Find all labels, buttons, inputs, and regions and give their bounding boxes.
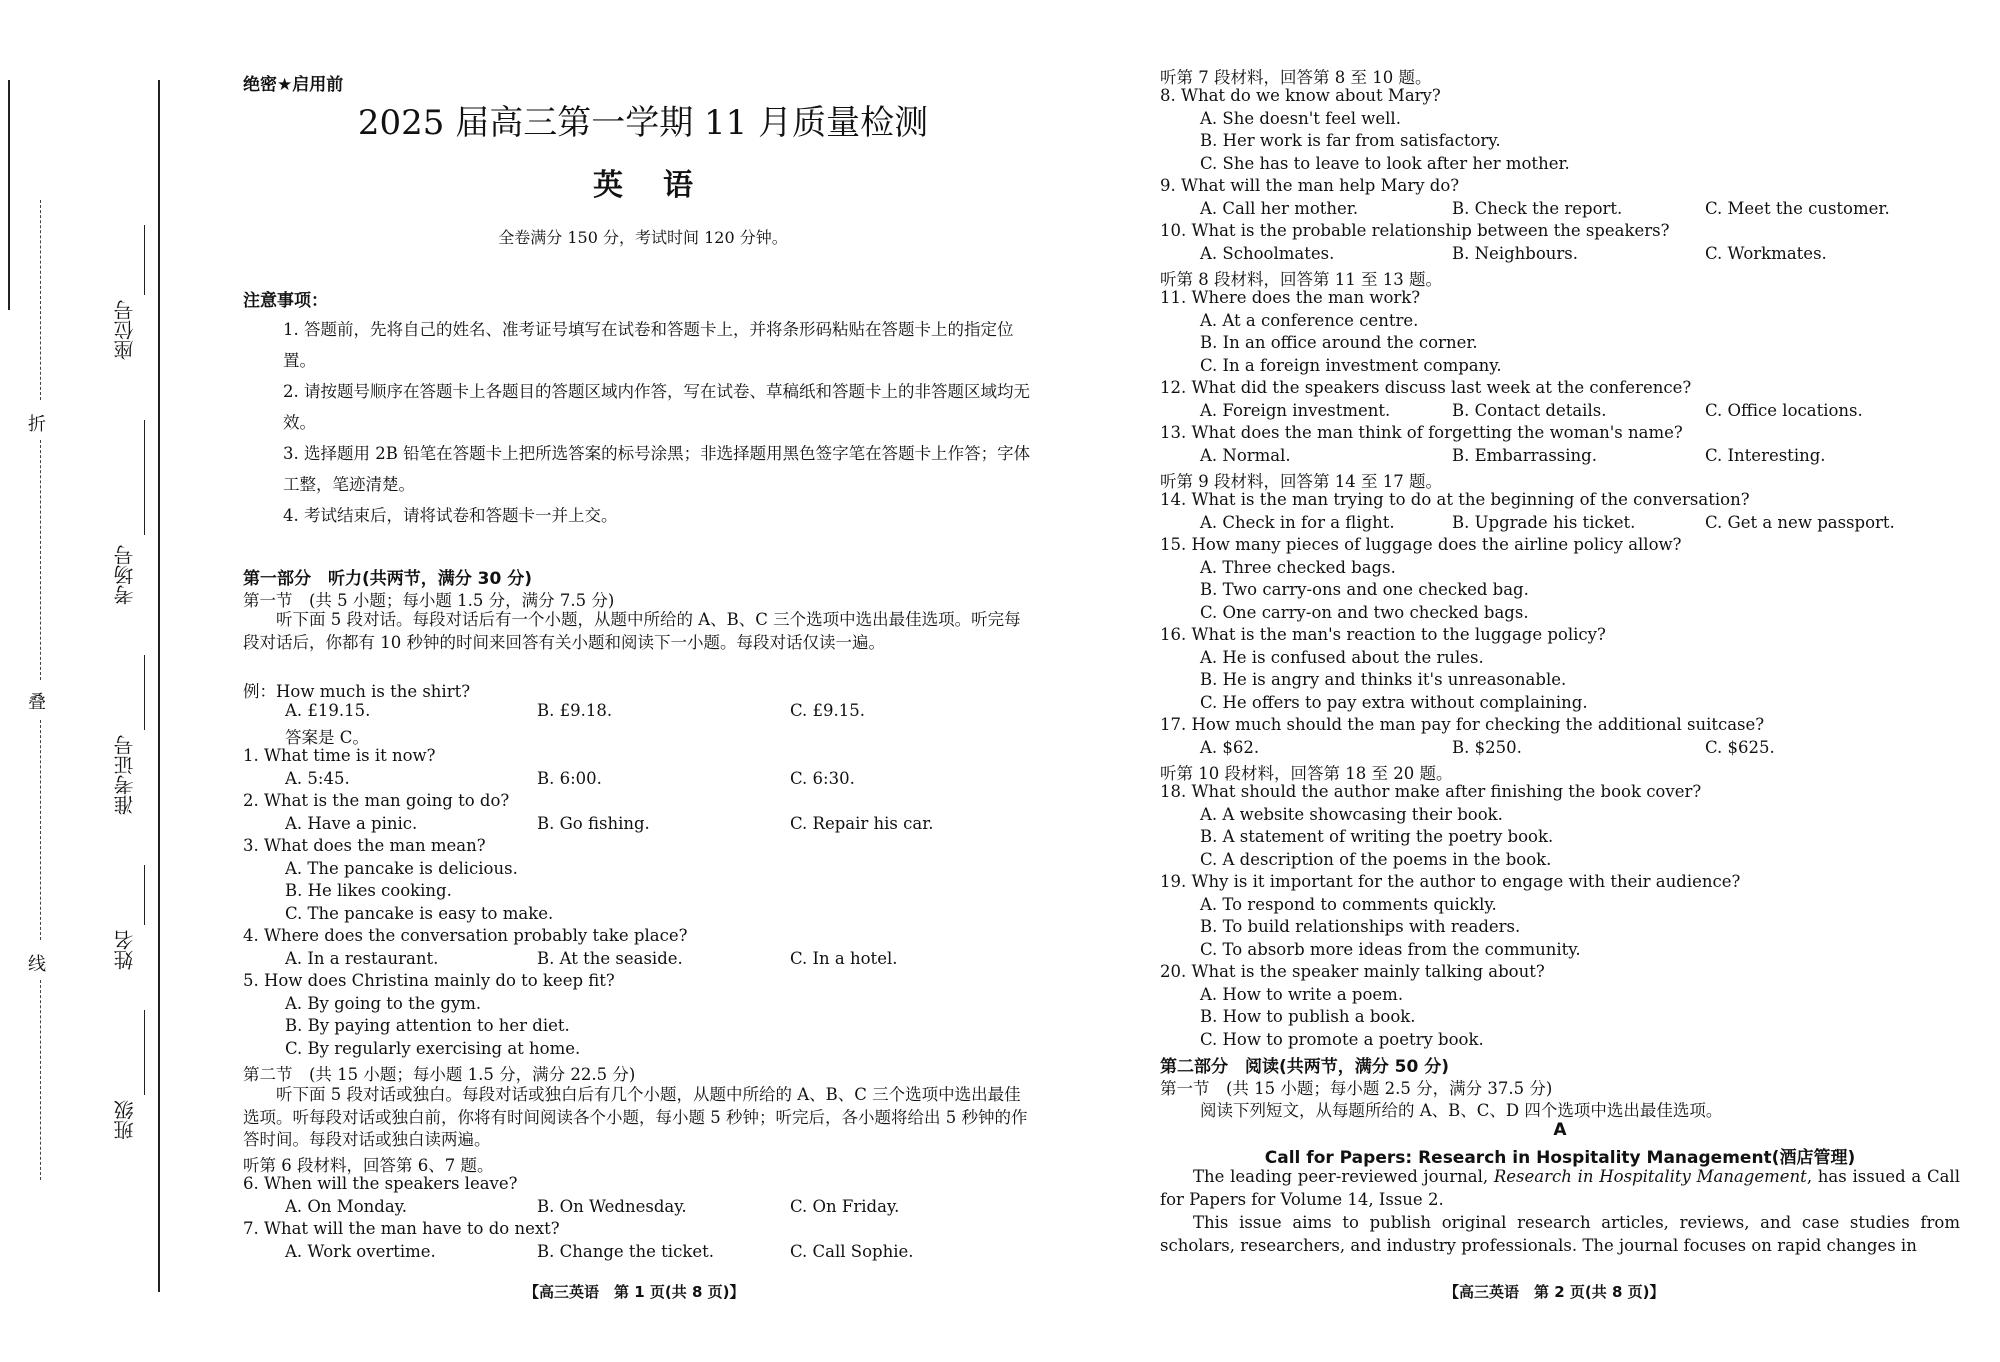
admission-number-underline[interactable] — [144, 655, 145, 730]
question-12: 12. What did the speakers discuss last week at the conference? — [1160, 378, 1692, 397]
fold-dash-3 — [40, 720, 41, 940]
q16-option-c: C. He offers to pay extra without complaining. — [1200, 693, 1588, 712]
question-11: 11. Where does the man work? — [1160, 288, 1421, 307]
q1-option-c: C. 6:30. — [790, 769, 855, 788]
q11-option-a: A. At a conference centre. — [1200, 311, 1419, 330]
q19-option-c: C. To absorb more ideas from the community. — [1200, 940, 1581, 959]
class-field — [110, 1100, 137, 1170]
name-field — [110, 930, 137, 1000]
q4-option-a: A. In a restaurant. — [285, 949, 439, 968]
segment-8-label: 听第 8 段材料，回答第 11 至 13 题。 — [1160, 270, 1442, 289]
question-7: 7. What will the man have to do next? — [243, 1219, 560, 1238]
fold-char-xian: 线 — [28, 954, 46, 975]
question-2: 2. What is the man going to do? — [243, 791, 510, 810]
q10-option-b: B. Neighbours. — [1452, 244, 1579, 263]
name-label: 姓名 — [113, 930, 137, 970]
exam-room-underline[interactable] — [144, 420, 145, 535]
question-3: 3. What does the man mean? — [243, 836, 486, 855]
paragraph-1-lead: The leading peer-reviewed journal, — [1193, 1167, 1494, 1186]
part1-sec1-heading: 第一节 (共 5 小题；每小题 1.5 分，满分 7.5 分) — [243, 591, 615, 610]
part2-sec1-instructions: 阅读下列短文，从每题所给的 A、B、C、D 四个选项中选出最佳选项。 — [1200, 1101, 1723, 1120]
q15-option-b: B. Two carry-ons and one checked bag. — [1200, 580, 1529, 599]
question-17: 17. How much should the man pay for checking the additional suitcase? — [1160, 715, 1765, 734]
part1-sec2-heading: 第二节 (共 15 小题；每小题 1.5 分，满分 22.5 分) — [243, 1065, 636, 1084]
part1-sec2-instructions: 听下面 5 段对话或独白。每段对话或独白后有几个小题，从题中所给的 A、B、C 三个选项中选出最佳选项。听每段对话或独白前，你将有时间阅读各个小题，每小题 5 秒钟；听完后，各小题将给出 5 秒钟的作答时间。每段对话或独白读两遍。 — [243, 1085, 1028, 1149]
fold-char-die: 叠 — [28, 692, 46, 713]
note-item-2: 2. 请按题号顺序在答题卡上各题目的答题区域内作答，写在试卷、草稿纸和答题卡上的非答题区域均无效。 — [283, 382, 1030, 432]
passage-letter: A — [1553, 1120, 1567, 1140]
q6-option-c: C. On Friday. — [790, 1197, 900, 1216]
q7-option-b: B. Change the ticket. — [537, 1242, 714, 1261]
question-10: 10. What is the probable relationship between the speakers? — [1160, 221, 1670, 240]
page-1-footer: 【高三英语 第 1 页(共 8 页)】 — [524, 1283, 745, 1301]
seat-number-field — [110, 300, 137, 410]
q5-option-b: B. By paying attention to her diet. — [285, 1016, 570, 1035]
part1-sec1-instructions: 听下面 5 段对话。每段对话后有一个小题，从题中所给的 A、B、C 三个选项中选出最佳选项。听完每段对话后，你都有 10 秒钟的时间来回答有关小题和阅读下一小题。每段对话仅读一遍。 — [243, 610, 1021, 652]
q18-option-b: B. A statement of writing the poetry book. — [1200, 827, 1554, 846]
q8-option-b: B. Her work is far from satisfactory. — [1200, 131, 1501, 150]
note-item-4: 4. 考试结束后，请将试卷和答题卡一并上交。 — [283, 506, 618, 525]
seat-number-label: 座位号 — [113, 300, 137, 360]
q15-option-c: C. One carry-on and two checked bags. — [1200, 603, 1529, 622]
q12-option-a: A. Foreign investment. — [1200, 401, 1391, 420]
question-14: 14. What is the man trying to do at the beginning of the conversation? — [1160, 490, 1750, 509]
q10-option-c: C. Workmates. — [1705, 244, 1827, 263]
question-9: 9. What will the man help Mary do? — [1160, 176, 1460, 195]
exam-room-field — [110, 545, 137, 645]
segment-7-label: 听第 7 段材料，回答第 8 至 10 题。 — [1160, 68, 1432, 87]
q7-option-c: C. Call Sophie. — [790, 1242, 914, 1261]
admission-number-label: 准考证号 — [113, 735, 137, 815]
fold-dash-4 — [40, 980, 41, 1180]
fold-dash-1 — [40, 200, 41, 400]
q11-option-c: C. In a foreign investment company. — [1200, 356, 1502, 375]
example-option-c: C. £9.15. — [790, 701, 866, 720]
q1-option-b: B. 6:00. — [537, 769, 602, 788]
secret-mark: 绝密★启用前 — [243, 75, 344, 95]
question-16: 16. What is the man's reaction to the luggage policy? — [1160, 625, 1606, 644]
q4-option-b: B. At the seaside. — [537, 949, 683, 968]
question-8: 8. What do we know about Mary? — [1160, 86, 1441, 105]
q8-option-c: C. She has to leave to look after her mother. — [1200, 154, 1570, 173]
q15-option-a: A. Three checked bags. — [1200, 558, 1396, 577]
q18-option-a: A. A website showcasing their book. — [1200, 805, 1503, 824]
question-19: 19. Why is it important for the author to engage with their audience? — [1160, 872, 1741, 891]
paragraph-1-rest: , has issued a Call for Papers for Volume 14, Issue 2. — [1160, 1167, 1960, 1209]
example-answer: 答案是 C。 — [285, 728, 369, 747]
note-item-3: 3. 选择题用 2B 铅笔在答题卡上把所选答案的标号涂黑；非选择题用黑色签字笔在答题卡上作答；字体工整，笔迹清楚。 — [283, 444, 1031, 494]
example-option-a: A. £19.15. — [285, 701, 371, 720]
q19-option-a: A. To respond to comments quickly. — [1200, 895, 1497, 914]
q20-option-b: B. How to publish a book. — [1200, 1007, 1416, 1026]
passage-paragraph-2: This issue aims to publish original research articles, reviews, and case studies from scholars, researchers, and industry professionals. The journal focuses on rapid changes in — [1160, 1213, 1960, 1255]
fold-char-zhe: 折 — [28, 414, 46, 435]
q16-option-a: A. He is confused about the rules. — [1200, 648, 1484, 667]
q14-option-c: C. Get a new passport. — [1705, 513, 1895, 532]
q17-option-c: C. $625. — [1705, 738, 1775, 757]
question-15: 15. How many pieces of luggage does the airline policy allow? — [1160, 535, 1682, 554]
q9-option-a: A. Call her mother. — [1200, 199, 1359, 218]
class-underline[interactable] — [144, 1010, 145, 1095]
exam-room-label: 考场号 — [113, 545, 137, 605]
q2-option-c: C. Repair his car. — [790, 814, 934, 833]
question-4: 4. Where does the conversation probably take place? — [243, 926, 688, 945]
q4-option-c: C. In a hotel. — [790, 949, 898, 968]
q7-option-a: A. Work overtime. — [285, 1242, 436, 1261]
segment-10-label: 听第 10 段材料，回答第 18 至 20 题。 — [1160, 764, 1453, 783]
q1-option-a: A. 5:45. — [285, 769, 350, 788]
margin-outer-line — [8, 80, 10, 310]
q20-option-c: C. How to promote a poetry book. — [1200, 1030, 1484, 1049]
q17-option-a: A. $62. — [1200, 738, 1260, 757]
segment-6-label: 听第 6 段材料，回答第 6、7 题。 — [243, 1156, 494, 1175]
admission-number-field — [110, 735, 137, 855]
full-mark-line: 全卷满分 150 分，考试时间 120 分钟。 — [498, 228, 788, 247]
q3-option-b: B. He likes cooking. — [285, 881, 452, 900]
passage-title: Call for Papers: Research in Hospitality Management(酒店管理) — [1264, 1148, 1856, 1168]
q5-option-c: C. By regularly exercising at home. — [285, 1039, 581, 1058]
question-13: 13. What does the man think of forgetting the woman's name? — [1160, 423, 1683, 442]
fold-dash-2 — [40, 440, 41, 680]
q17-option-b: B. $250. — [1452, 738, 1522, 757]
page-2-footer: 【高三英语 第 2 页(共 8 页)】 — [1444, 1283, 1665, 1301]
q18-option-c: C. A description of the poems in the book. — [1200, 850, 1552, 869]
q9-option-c: C. Meet the customer. — [1705, 199, 1890, 218]
q20-option-a: A. How to write a poem. — [1200, 985, 1404, 1004]
q3-option-c: C. The pancake is easy to make. — [285, 904, 554, 923]
q13-option-c: C. Interesting. — [1705, 446, 1826, 465]
q3-option-a: A. The pancake is delicious. — [285, 859, 518, 878]
q6-option-b: B. On Wednesday. — [537, 1197, 687, 1216]
q6-option-a: A. On Monday. — [285, 1197, 408, 1216]
notes-title: 注意事项： — [243, 291, 328, 311]
q10-option-a: A. Schoolmates. — [1200, 244, 1335, 263]
part2-heading: 第二部分 阅读(共两节，满分 50 分) — [1160, 1057, 1450, 1077]
question-1: 1. What time is it now? — [243, 746, 436, 765]
name-underline[interactable] — [144, 865, 145, 925]
class-label: 班级 — [113, 1100, 137, 1140]
question-18: 18. What should the author make after finishing the book cover? — [1160, 782, 1702, 801]
journal-name: Research in Hospitality Management — [1493, 1167, 1807, 1186]
q2-option-b: B. Go fishing. — [537, 814, 650, 833]
q16-option-b: B. He is angry and thinks it's unreasonable. — [1200, 670, 1567, 689]
q14-option-b: B. Upgrade his ticket. — [1452, 513, 1636, 532]
question-6: 6. When will the speakers leave? — [243, 1174, 518, 1193]
example-option-b: B. £9.18. — [537, 701, 613, 720]
exam-title: 2025 届高三第一学期 11 月质量检测 — [357, 103, 929, 143]
segment-9-label: 听第 9 段材料，回答第 14 至 17 题。 — [1160, 472, 1442, 491]
example-question: 例：How much is the shirt? — [243, 682, 471, 701]
subject-title: 英语 — [593, 168, 733, 203]
seat-number-underline[interactable] — [144, 225, 145, 295]
q12-option-b: B. Contact details. — [1452, 401, 1607, 420]
q13-option-a: A. Normal. — [1200, 446, 1291, 465]
question-20: 20. What is the speaker mainly talking about? — [1160, 962, 1545, 981]
q5-option-a: A. By going to the gym. — [285, 994, 482, 1013]
q11-option-b: B. In an office around the corner. — [1200, 333, 1478, 352]
q12-option-c: C. Office locations. — [1705, 401, 1863, 420]
q9-option-b: B. Check the report. — [1452, 199, 1623, 218]
part1-heading: 第一部分 听力(共两节，满分 30 分) — [243, 569, 533, 589]
question-5: 5. How does Christina mainly do to keep fit? — [243, 971, 615, 990]
q8-option-a: A. She doesn't feel well. — [1200, 109, 1401, 128]
q14-option-a: A. Check in for a flight. — [1200, 513, 1395, 532]
part2-sec1-heading: 第一节 (共 15 小题；每小题 2.5 分，满分 37.5 分) — [1160, 1079, 1553, 1098]
side-info-field — [110, 0, 170, 1362]
q13-option-b: B. Embarrassing. — [1452, 446, 1597, 465]
note-item-1: 1. 答题前，先将自己的姓名、准考证号填写在试卷和答题卡上，并将条形码粘贴在答题卡上的指定位置。 — [283, 320, 1014, 370]
q2-option-a: A. Have a pinic. — [285, 814, 418, 833]
passage-paragraph-1 — [1160, 1166, 1960, 1211]
q19-option-b: B. To build relationships with readers. — [1200, 917, 1521, 936]
